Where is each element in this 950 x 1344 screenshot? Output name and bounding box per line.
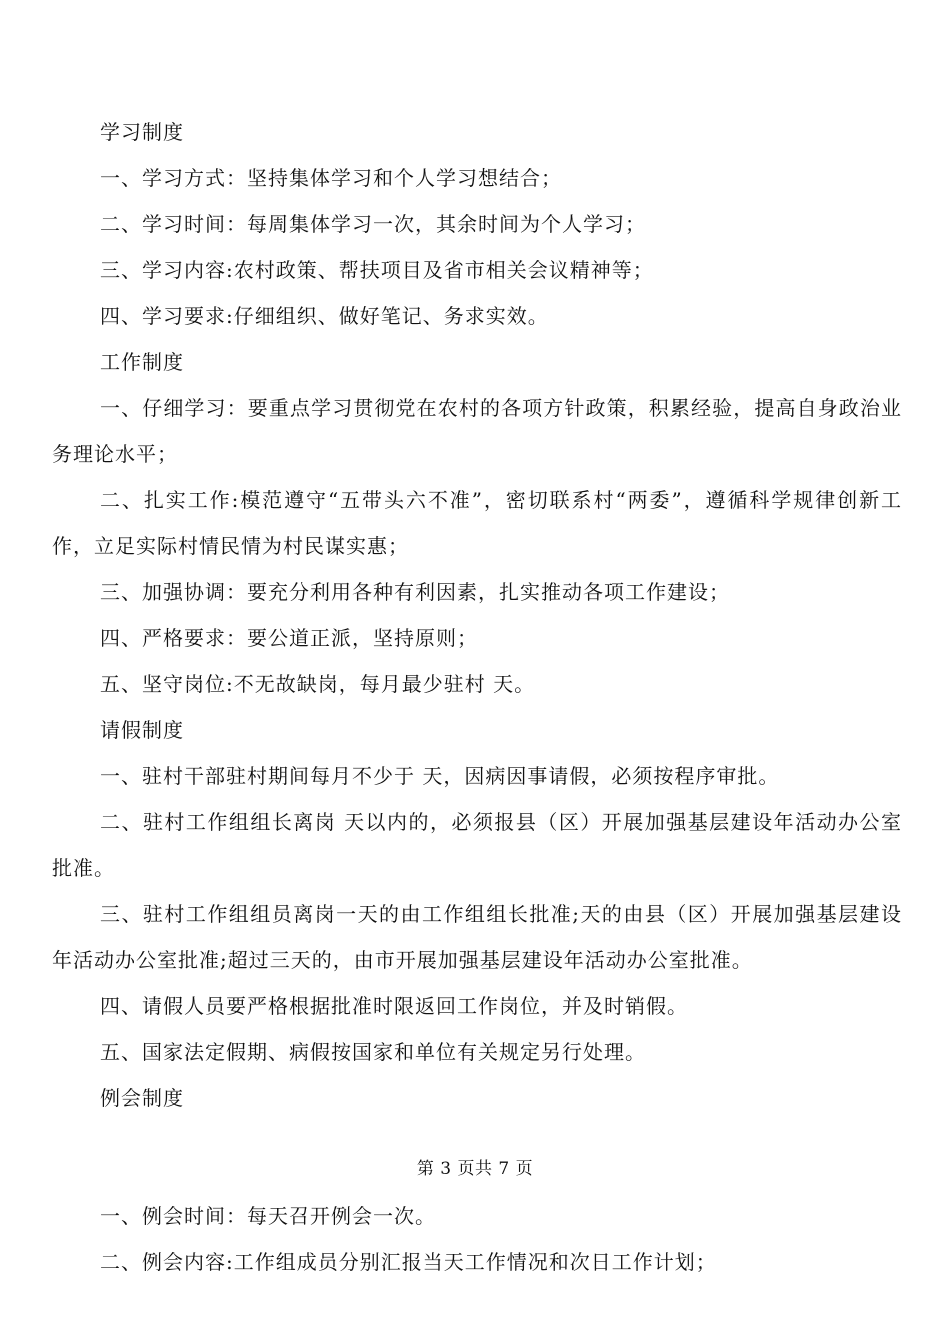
work-item-2: 二、扎实工作:模范遵守“五带头六不准”，密切联系村“两委”，遵循科学规律创新工作，立足实际村情民情为村民谋实惠； bbox=[52, 488, 902, 558]
study-item-4: 四、学习要求:仔细组织、做好笔记、务求实效。 bbox=[100, 304, 549, 328]
study-item-1: 一、学习方式：坚持集体学习和个人学习想结合； bbox=[100, 166, 562, 190]
work-item-1: 一、仔细学习：要重点学习贯彻党在农村的各项方针政策，积累经验，提高自身政治业务理论水平； bbox=[52, 396, 902, 466]
study-item-2: 二、学习时间：每周集体学习一次，其余时间为个人学习； bbox=[100, 212, 646, 236]
leave-item-1: 一、驻村干部驻村期间每月不少于 天，因病因事请假，必须按程序审批。 bbox=[100, 764, 780, 788]
meeting-item-1: 一、例会时间：每天召开例会一次。 bbox=[100, 1204, 436, 1228]
work-item-4: 四、严格要求：要公道正派，坚持原则； bbox=[100, 626, 478, 650]
study-item-3: 三、学习内容:农村政策、帮扶项目及省市相关会议精神等； bbox=[100, 258, 654, 282]
section-heading-meeting: 例会制度 bbox=[100, 1086, 184, 1110]
work-item-5: 五、坚守岗位:不无故缺岗，每月最少驻村 天。 bbox=[100, 672, 536, 696]
section-heading-work: 工作制度 bbox=[100, 350, 184, 374]
leave-item-5: 五、国家法定假期、病假按国家和单位有关规定另行处理。 bbox=[100, 1040, 646, 1064]
section-heading-leave: 请假制度 bbox=[100, 718, 184, 742]
work-item-3: 三、加强协调：要充分利用各种有利因素，扎实推动各项工作建设； bbox=[100, 580, 730, 604]
leave-item-3: 三、驻村工作组组员离岗一天的由工作组组长批准;天的由县（区）开展加强基层建设年活动办公室批准;超过三天的，由市开展加强基层建设年活动办公室批准。 bbox=[52, 902, 902, 972]
page-number-footer: 第 3 页共 7 页 bbox=[416, 1159, 534, 1179]
leave-item-4: 四、请假人员要严格根据批准时限返回工作岗位，并及时销假。 bbox=[100, 994, 688, 1018]
meeting-item-2: 二、例会内容:工作组成员分别汇报当天工作情况和次日工作计划； bbox=[100, 1250, 717, 1274]
leave-item-2: 二、驻村工作组组长离岗 天以内的，必须报县（区）开展加强基层建设年活动办公室批准。 bbox=[52, 810, 902, 880]
section-heading-study: 学习制度 bbox=[100, 120, 184, 144]
